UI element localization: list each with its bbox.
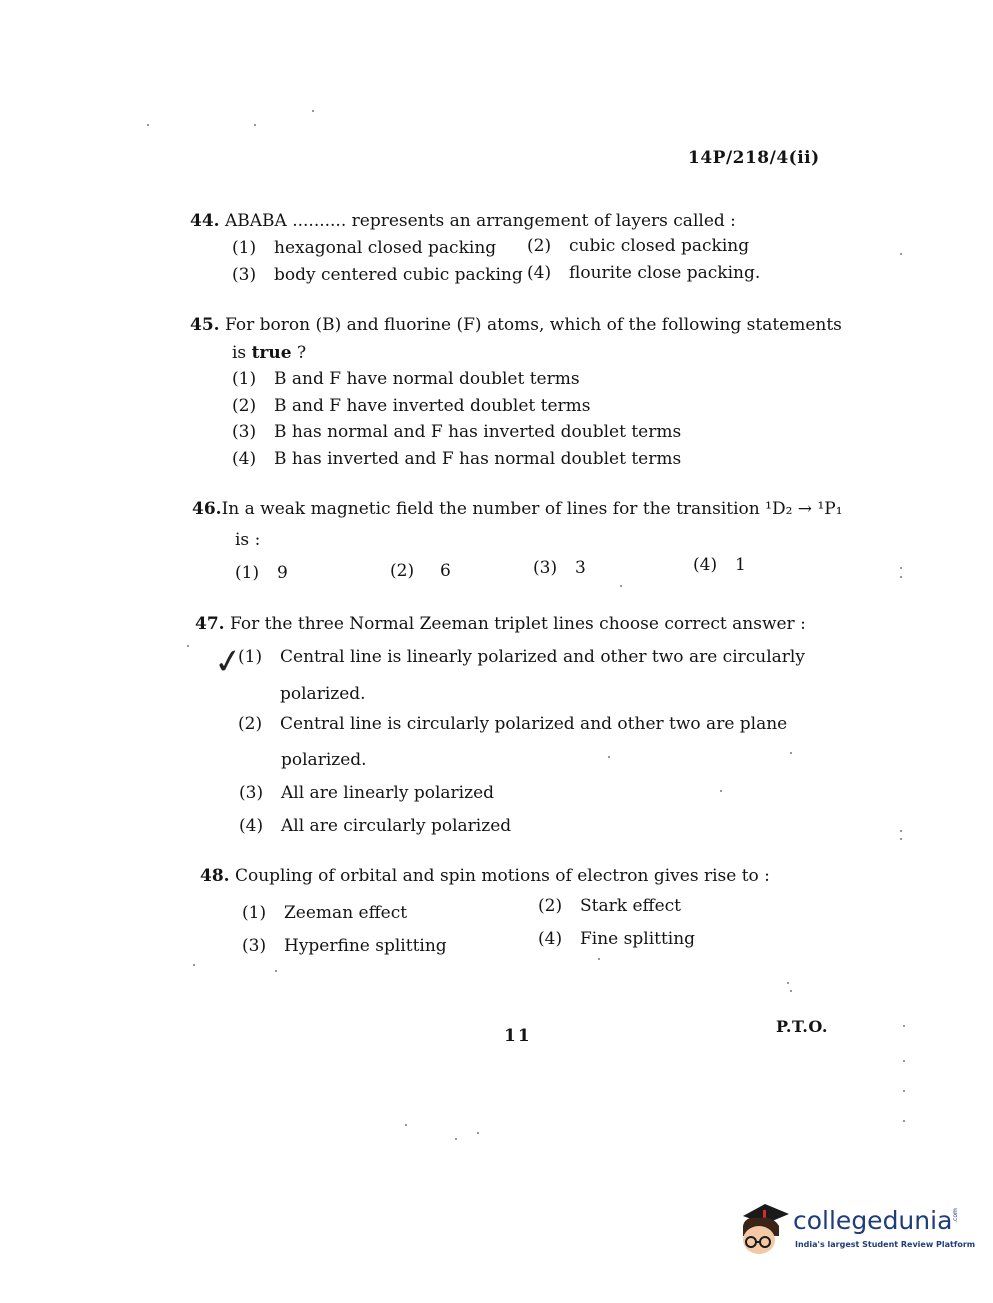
q47-option-2 <box>238 714 787 734</box>
q47-option-1-line2: polarized. <box>280 684 366 704</box>
option-number: (3) <box>232 422 257 442</box>
q45-option-1 <box>232 369 580 389</box>
q46-option-4 <box>693 555 746 575</box>
q46-option-1 <box>235 563 288 583</box>
option-number: (2) <box>238 714 263 734</box>
option-number: (4) <box>527 263 552 283</box>
option-number: (3) <box>239 783 264 803</box>
option-text: 9 <box>277 563 288 583</box>
question-45-line2 <box>232 343 306 363</box>
brand-com: .com <box>951 1208 959 1223</box>
option-number: (4) <box>538 929 563 949</box>
option-number: (4) <box>232 449 257 469</box>
q44-option-1 <box>232 238 496 258</box>
q45-option-3 <box>232 422 681 442</box>
q47-option-4 <box>239 816 511 836</box>
q47-option-2-line2: polarized. <box>281 750 367 770</box>
question-45 <box>190 315 842 335</box>
option-text: hexagonal closed packing <box>274 238 497 258</box>
page-number: 11 <box>504 1026 532 1046</box>
option-text: Stark effect <box>580 896 681 916</box>
option-number: (1) <box>232 238 257 258</box>
question-number: 44. <box>190 211 220 231</box>
option-number: (2) <box>538 896 563 916</box>
option-text: 1 <box>735 555 746 575</box>
option-number: (3) <box>242 936 267 956</box>
option-text: body centered cubic packing <box>274 265 523 285</box>
option-text: B and F have normal doublet terms <box>274 369 580 389</box>
question-number: 47. <box>195 614 225 634</box>
option-text: Zeeman effect <box>284 903 408 923</box>
option-text: B has normal and F has inverted doublet terms <box>274 422 682 442</box>
question-text-emphasis: true <box>251 343 292 363</box>
option-text: cubic closed packing <box>569 236 750 256</box>
question-text-prefix: is <box>232 343 247 363</box>
pto-label: P.T.O. <box>776 1017 828 1036</box>
question-text: ABABA .......... represents an arrangement of layers called : <box>224 211 736 231</box>
collegedunia-watermark <box>735 1196 976 1266</box>
question-text: In a weak magnetic field the number of lines for the transition ¹D₂ → ¹P₁ <box>221 499 843 519</box>
q44-option-4 <box>527 263 760 283</box>
question-text: For boron (B) and fluorine (F) atoms, which of the following statements <box>224 315 842 335</box>
option-text: All are circularly polarized <box>281 816 512 836</box>
option-text: 6 <box>440 561 451 581</box>
q45-option-2 <box>232 396 591 416</box>
q47-option-3 <box>239 783 494 803</box>
question-46-line2: is : <box>235 530 261 550</box>
option-text: Central line is linearly polarized and other two are circularly <box>280 647 805 667</box>
paper-code: 14P/218/4(ii) <box>688 148 820 168</box>
q48-option-2 <box>538 896 681 916</box>
option-text: Fine splitting <box>580 929 696 949</box>
brand-wordmark: collegedunia <box>793 1206 953 1235</box>
question-text: Coupling of orbital and spin motions of electron gives rise to : <box>234 866 770 886</box>
option-number: (4) <box>693 555 718 575</box>
option-number: (1) <box>232 369 257 389</box>
option-number: (1) <box>242 903 267 923</box>
option-text: Hyperfine splitting <box>284 936 447 956</box>
q47-option-1 <box>238 647 805 667</box>
question-46 <box>192 499 843 519</box>
option-text: 3 <box>575 558 586 578</box>
q48-option-3 <box>242 936 447 956</box>
option-text: B has inverted and F has normal doublet terms <box>274 449 682 469</box>
q44-option-2 <box>527 236 749 256</box>
option-number: (2) <box>527 236 552 256</box>
handwritten-tick-mark: ✓ <box>211 640 246 684</box>
question-48 <box>200 866 770 886</box>
option-text: flourite close packing. <box>569 263 761 283</box>
question-number: 48. <box>200 866 230 886</box>
question-44 <box>190 211 736 231</box>
option-number: (2) <box>390 561 415 581</box>
option-text: All are linearly polarized <box>281 783 495 803</box>
option-text: Central line is circularly polarized and other two are plane <box>280 714 788 734</box>
q46-option-3 <box>533 558 586 578</box>
q44-option-3 <box>232 265 523 285</box>
option-number: (3) <box>533 558 558 578</box>
question-number: 46. <box>192 499 222 519</box>
mascot-icon <box>735 1196 793 1258</box>
option-number: (3) <box>232 265 257 285</box>
q46-option-2 <box>390 561 451 581</box>
question-number: 45. <box>190 315 220 335</box>
q45-option-4 <box>232 449 681 469</box>
question-47 <box>195 614 806 634</box>
option-number: (4) <box>239 816 264 836</box>
question-text: For the three Normal Zeeman triplet lines choose correct answer : <box>229 614 806 634</box>
q48-option-4 <box>538 929 695 949</box>
option-number: (1) <box>238 647 263 667</box>
q48-option-1 <box>242 903 407 923</box>
option-number: (1) <box>235 563 260 583</box>
question-text-suffix: ? <box>296 343 307 363</box>
option-number: (2) <box>232 396 257 416</box>
brand-tagline: India's largest Student Review Platform <box>795 1240 976 1249</box>
option-text: B and F have inverted doublet terms <box>274 396 591 416</box>
